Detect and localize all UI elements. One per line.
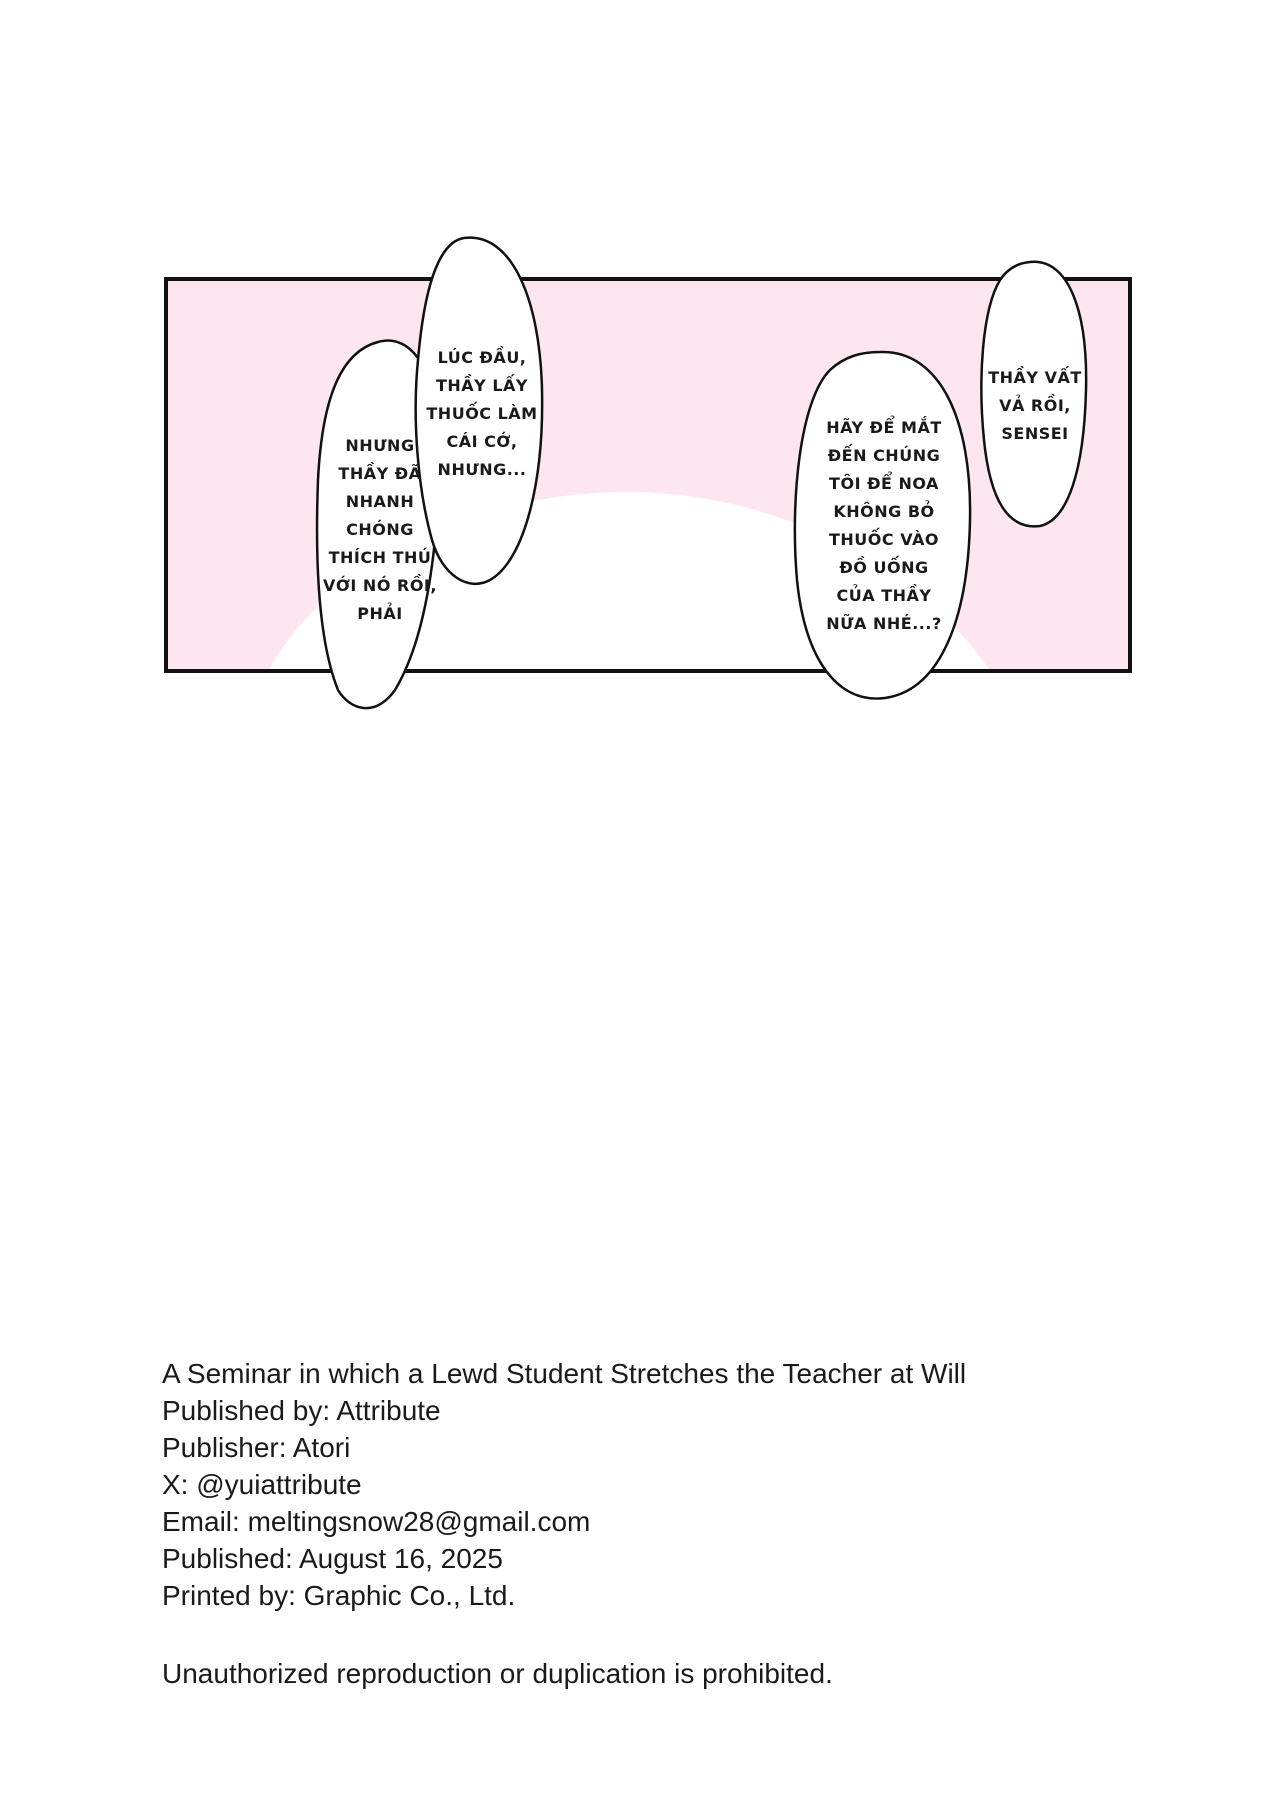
colophon-x-handle: X: @yuiattribute [162, 1469, 362, 1500]
colophon-email: Email: meltingsnow28@gmail.com [162, 1506, 591, 1537]
bubble-line: THẦY LẤY [435, 376, 528, 395]
colophon-title: A Seminar in which a Lewd Student Stretches the Teacher at Will [162, 1358, 967, 1389]
bubble-line: NHANH [345, 492, 415, 511]
bubble-line: CÁI CỚ, [446, 432, 518, 451]
colophon-published-date: Published: August 16, 2025 [162, 1543, 503, 1574]
comic-panel [0, 0, 1280, 760]
bubble-text-left-upper [424, 344, 540, 484]
colophon-publisher: Publisher: Atori [162, 1432, 351, 1463]
bubble-line: KHÔNG BỎ [833, 502, 935, 521]
bubble-line: THUỐC VÀO [829, 530, 939, 549]
bubble-line: SENSEI [1001, 424, 1069, 443]
bubble-line: TÔI ĐỂ NOA [829, 474, 939, 493]
bubble-line: NỮA NHÉ...? [826, 614, 942, 633]
bubble-text-right-middle [806, 414, 962, 638]
bubble-line: THÍCH THÚ [328, 548, 432, 567]
bubble-line: CHÓNG [346, 520, 414, 539]
colophon-printed-by: Printed by: Graphic Co., Ltd. [162, 1580, 516, 1611]
bubble-line: NHƯNG... [437, 460, 527, 479]
bubble-line: ĐỒ UỐNG [839, 558, 929, 577]
bubble-line: LÚC ĐẦU, [437, 348, 527, 367]
copyright-notice: Unauthorized reproduction or duplication is prohibited. [162, 1658, 833, 1689]
colophon-published-by: Published by: Attribute [162, 1395, 441, 1426]
bubble-line: NHƯNG [345, 436, 415, 455]
bubble-line: THUỐC LÀM [426, 404, 538, 423]
bubble-line: ĐẾN CHÚNG [827, 446, 941, 465]
bubble-line: VẢ RỒI, [999, 396, 1071, 415]
colophon [162, 1355, 966, 1614]
bubble-line: CỦA THẦY [836, 586, 932, 605]
bubble-line: PHẢI [357, 604, 403, 623]
bubble-line: HÃY ĐỂ MẮT [826, 418, 942, 437]
bubble-line: THẦY ĐÃ [338, 464, 422, 483]
bubble-line: VỚI NÓ RỒI, [323, 576, 437, 595]
bubble-line: THẦY VẤT [988, 368, 1082, 387]
bubble-text-right-upper [982, 364, 1088, 448]
